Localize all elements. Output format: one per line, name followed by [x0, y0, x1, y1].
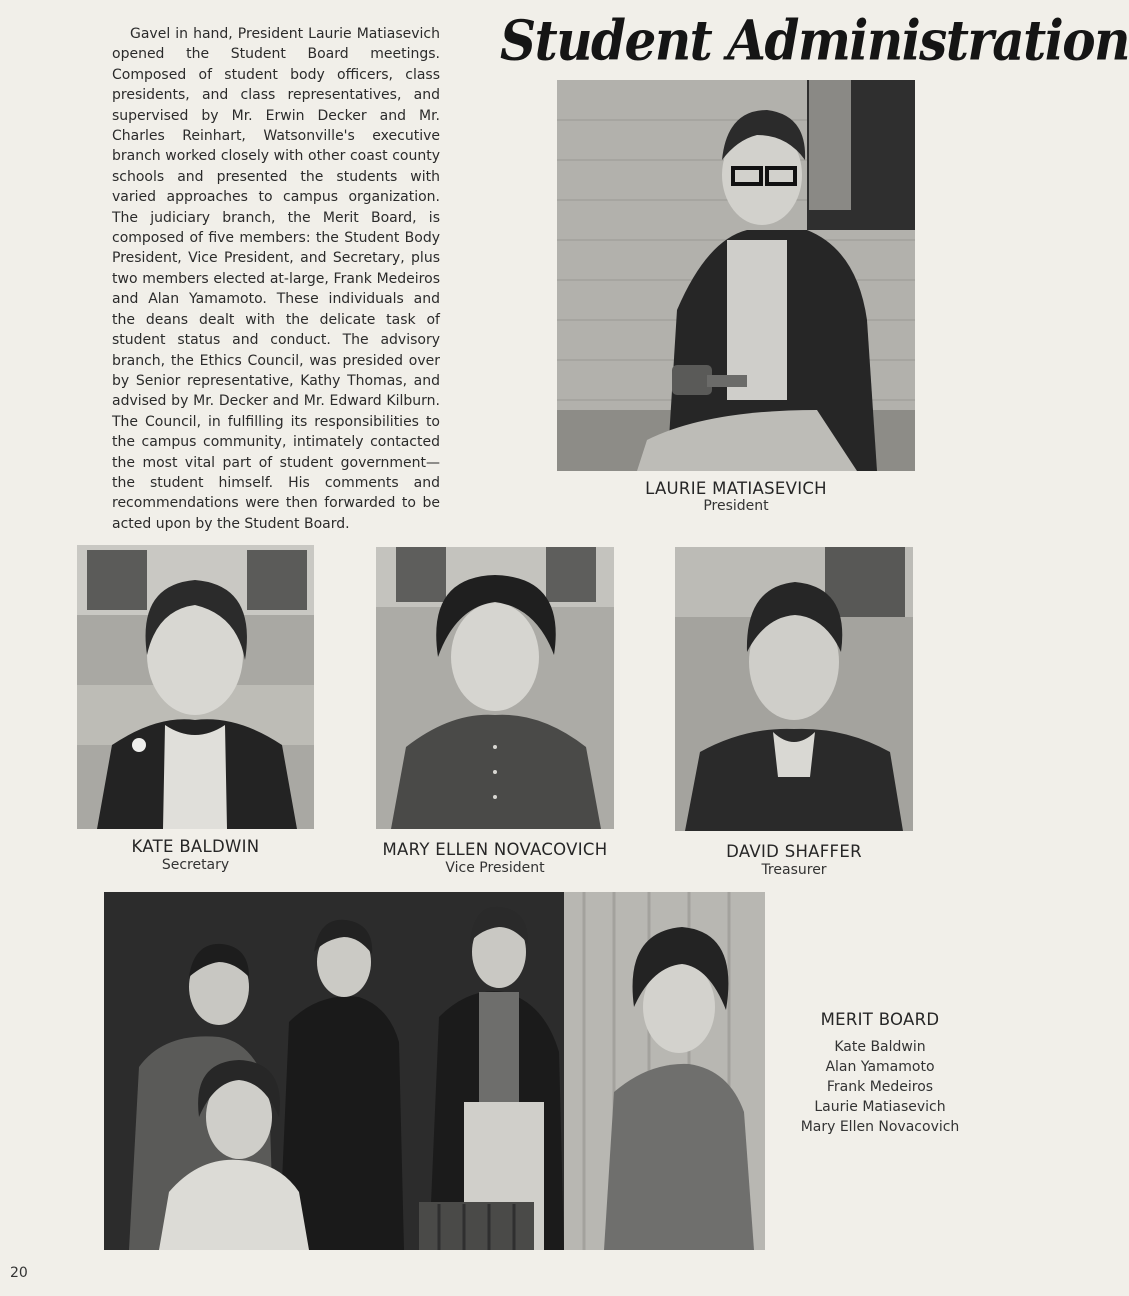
merit-board-heading: MERIT BOARD — [820, 1010, 940, 1029]
merit-board-member-list — [780, 1037, 980, 1137]
secretary-photo — [77, 545, 314, 829]
merit-board-member: Kate Baldwin — [834, 1039, 926, 1055]
president-name: LAURIE MATIASEVICH — [645, 479, 827, 498]
merit-board-member: Alan Yamamoto — [825, 1059, 935, 1075]
merit-board-photo — [104, 892, 765, 1250]
intro-paragraph: Gavel in hand, President Laurie Matiasevich opened the Student Board meetings. Composed of student body officers, class presidents, and class representatives, and supervised by Mr. Erwin Decker and Mr. Charles Reinhart, Watsonville's executive branch worked closely with other coast county schools and presented the students with varied approaches to campus organization. The judiciary branch, the Merit Board, is composed of five members: the Student Body President, Vice President, and Secretary, plus two members elected at-large, Frank Medeiros and Alan Yamamoto. These individuals and the deans dealt with the delicate task of student status and conduct. The advisory branch, the Ethics Council, was presided over by Senior representative, Kathy Thomas, and advised by Mr. Decker and Mr. Edward Kilburn. The Council, in fulfilling its responsibilities to the campus community, intimately contacted the most vital part of student government—the student himself. His comments and recommendations were then forwarded to be acted upon by the Student Board. — [112, 26, 440, 532]
secretary-role: Secretary — [161, 857, 230, 873]
treasurer-photo — [675, 547, 913, 831]
vice-president-name: MARY ELLEN NOVACOVICH — [382, 840, 608, 859]
merit-board-member: Frank Medeiros — [826, 1079, 934, 1095]
page-title: Student Administration — [500, 8, 1129, 73]
secretary-name: KATE BALDWIN — [131, 837, 260, 856]
president-photo — [557, 80, 915, 471]
president-role: President — [703, 498, 769, 514]
vice-president-role: Vice President — [445, 860, 545, 876]
merit-board-member: Laurie Matiasevich — [814, 1099, 946, 1115]
page-number: 20 — [10, 1265, 28, 1281]
vice-president-photo — [376, 547, 614, 829]
merit-board-member: Mary Ellen Novacovich — [800, 1119, 960, 1135]
treasurer-role: Treasurer — [761, 862, 827, 878]
treasurer-name: DAVID SHAFFER — [726, 842, 862, 861]
